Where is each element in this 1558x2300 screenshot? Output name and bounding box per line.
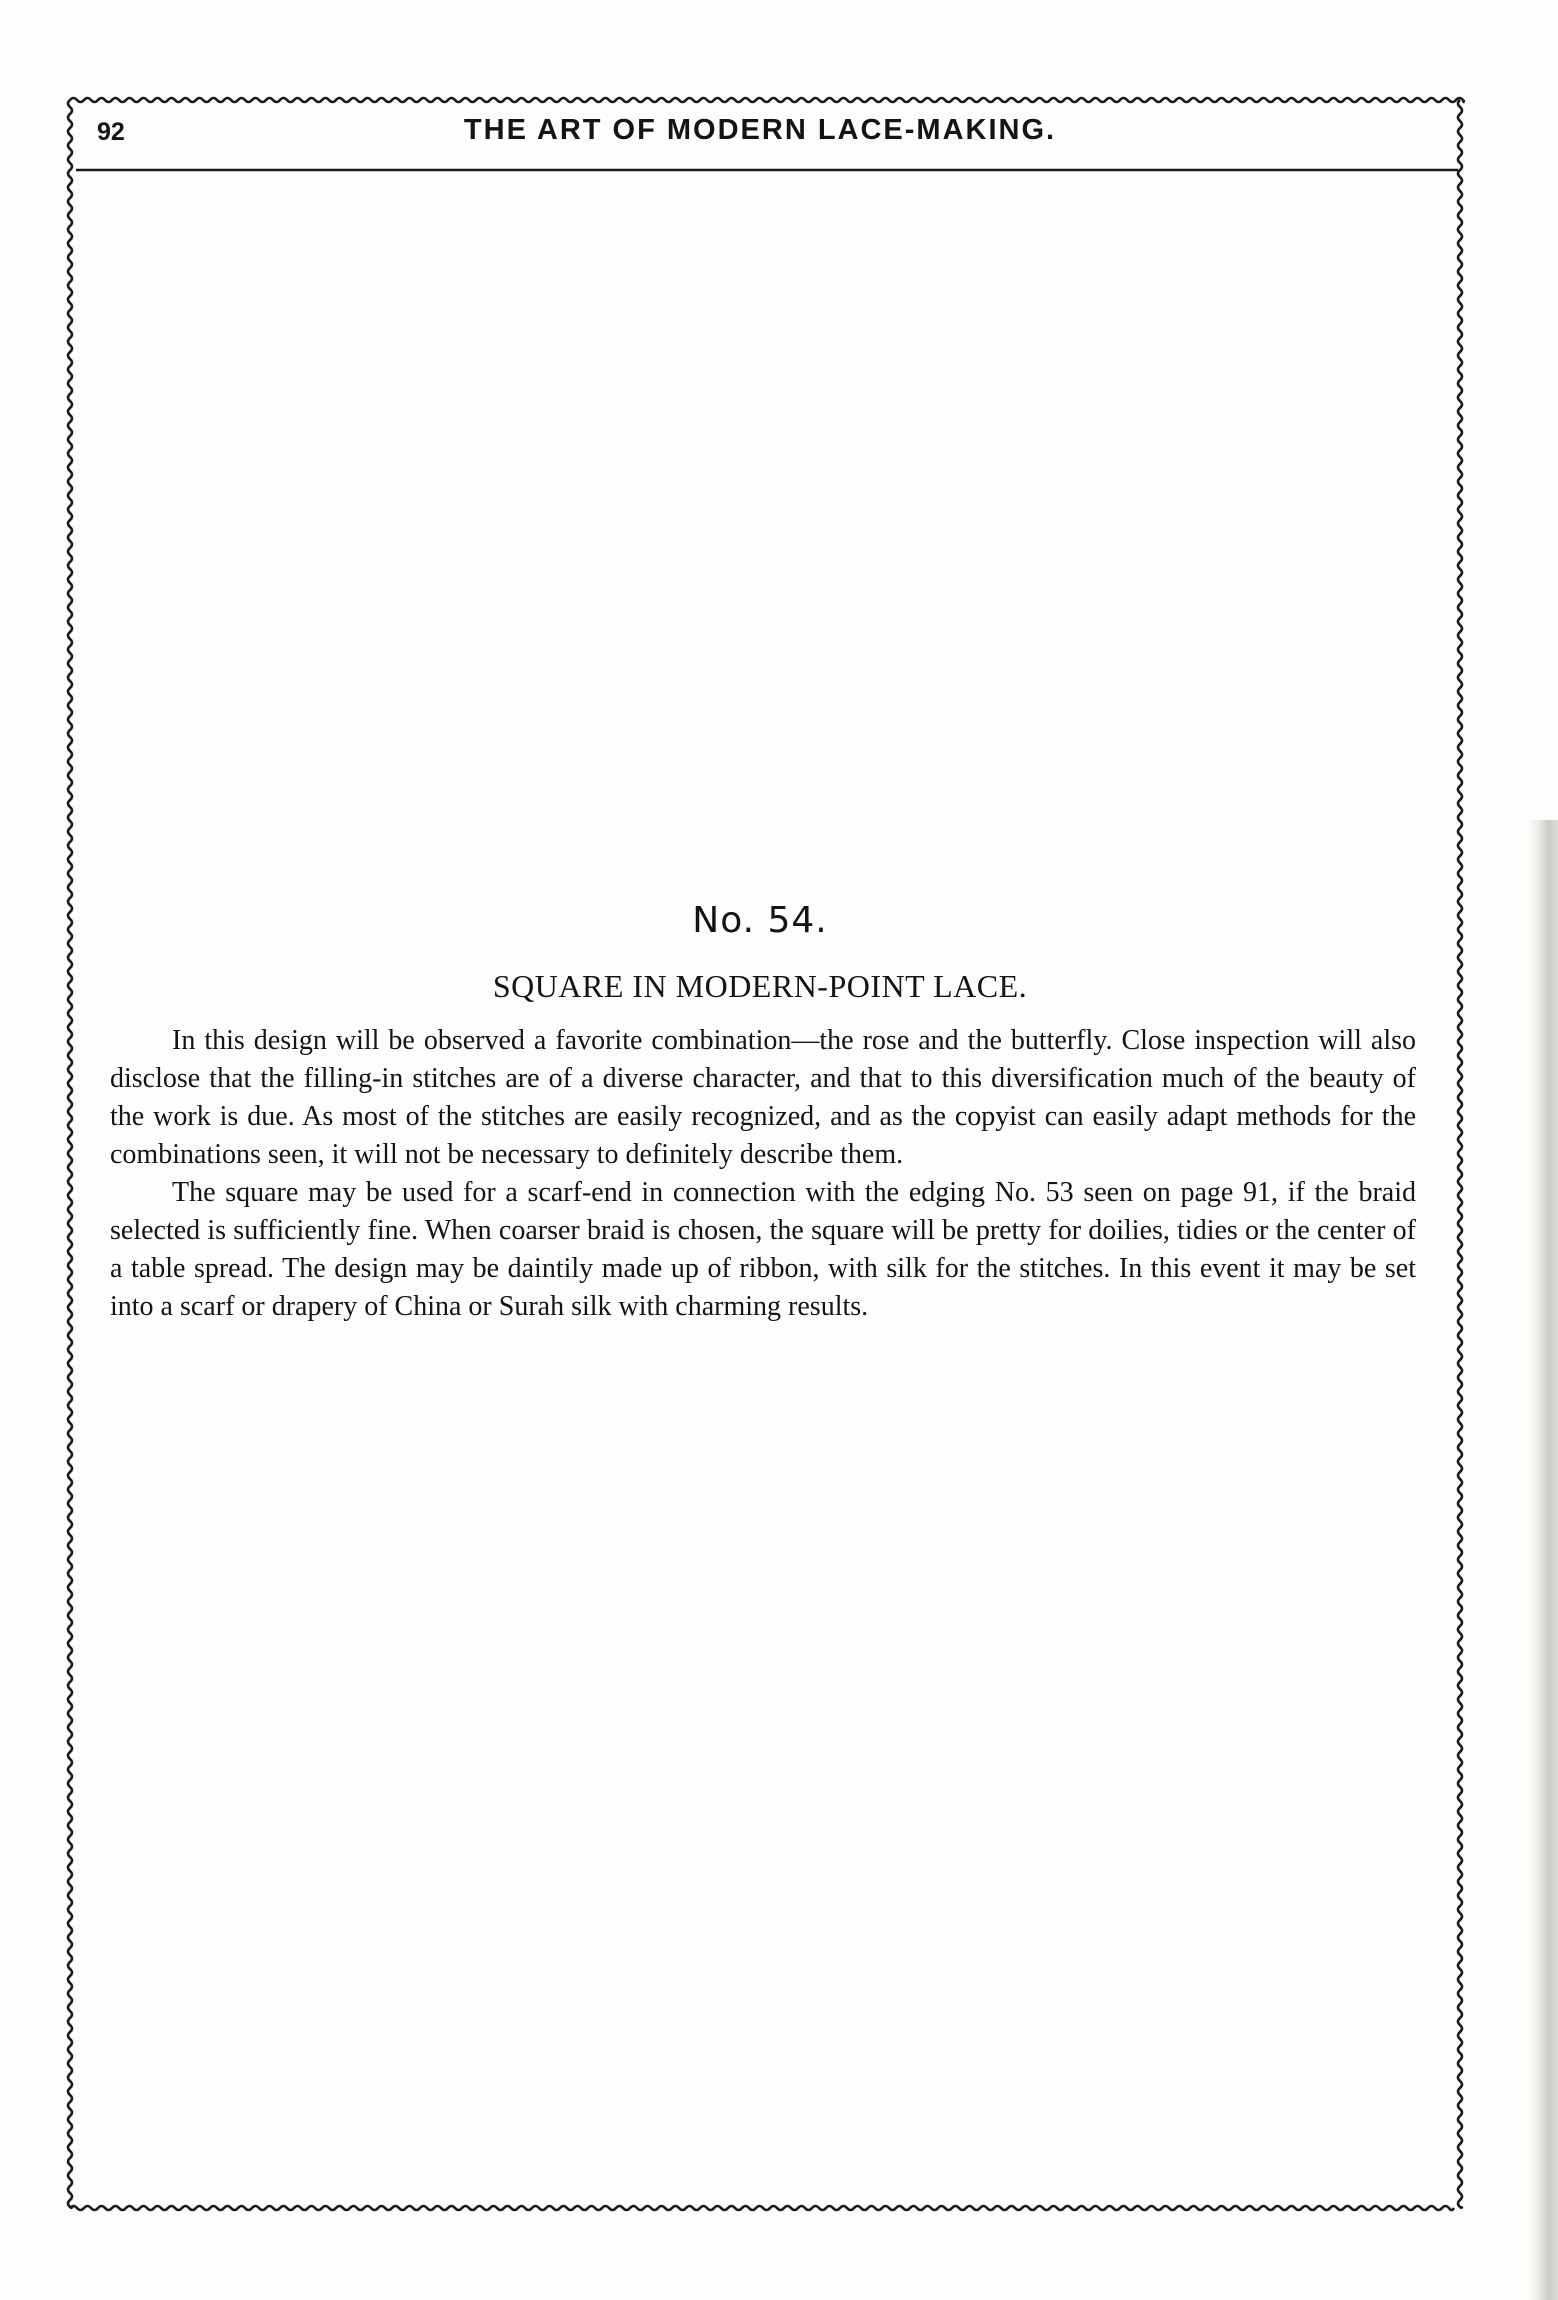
border-left (68, 100, 72, 2208)
paragraph: The square may be used for a scarf-end in connection with the edging No. 53 seen on page 91, if the braid selected is sufficiently fine. When coarser braid is chosen, the square will be pretty for doilies, tidies or the center of a table spread. The design may be daintily made up of ribbon, with silk for the stitches. In this event it may be set into a scarf or drapery of China or Surah silk with charming results. (110, 1177, 1416, 1322)
article-body (110, 1022, 1416, 1326)
page-number: 92 (97, 118, 125, 146)
design-title: SQUARE IN MODERN-POINT LACE. (492, 968, 1028, 1004)
border-top (70, 98, 1464, 102)
running-title: THE ART OF MODERN LACE-MAKING. (463, 114, 1057, 146)
border-bottom (70, 2206, 1454, 2210)
border-right (1458, 100, 1462, 2208)
paragraph: In this design will be observed a favorite combination—the rose and the butterfly. Close inspection will also disclose that the filling-in stitches are of a diverse character, and that to this diversification much of the beauty of the work is due. As most of the stitches are easily recognized, and as the copyist can easily adapt methods for the combinations seen, it will not be necessary to definitely describe them. (110, 1025, 1416, 1170)
design-number: No. 54. (692, 900, 828, 941)
